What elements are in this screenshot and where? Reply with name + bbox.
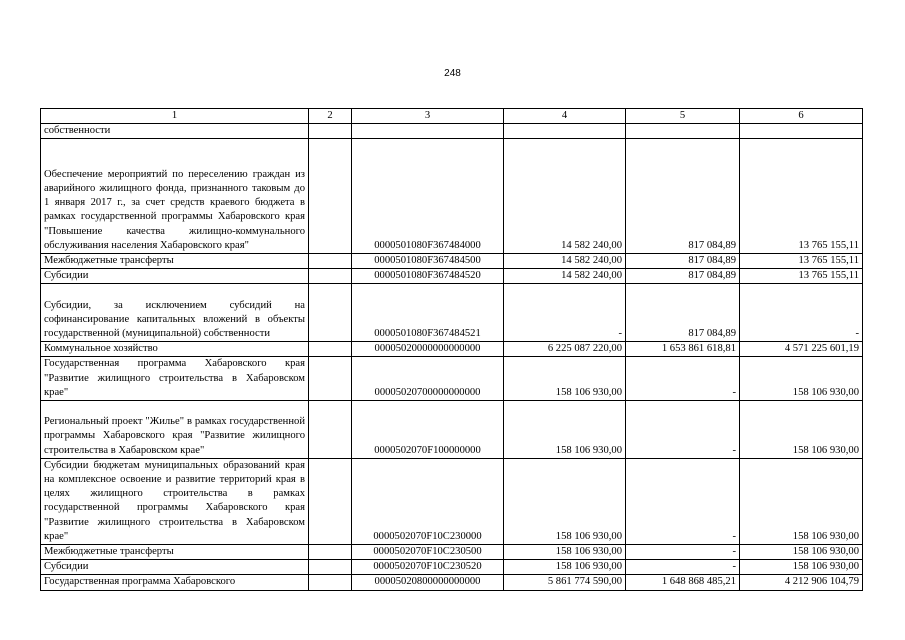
row-value-4-cell: 14 582 240,00 <box>504 269 626 284</box>
row-value-4-cell: 158 106 930,00 <box>504 545 626 560</box>
table-row <box>41 458 863 544</box>
row-value-4-cell: 6 225 087 220,00 <box>504 342 626 357</box>
row-col2-cell <box>309 139 352 254</box>
row-value-5-cell: 1 653 861 618,81 <box>626 342 740 357</box>
table-row <box>41 357 863 401</box>
page-number: 248 <box>444 68 461 79</box>
row-name-cell: Государственная программа Хабаровского <box>41 575 309 590</box>
row-name-cell: Субсидии, за исключением субсидий на софинансирование капитальных вложений в объекты государственной (муниципальной) собственности <box>41 284 309 342</box>
row-value-4-cell: 158 106 930,00 <box>504 357 626 401</box>
row-value-6-cell: 158 106 930,00 <box>740 401 863 459</box>
row-code-cell: 0000501080F367484000 <box>352 139 504 254</box>
row-code-cell: 0000501080F367484521 <box>352 284 504 342</box>
row-name-cell: Субсидии бюджетам муниципальных образований края на комплексное освоение и развитие территорий края в целях жилищного строительства в рамках государственной программы Хабаровского края "Развитие жилищного строительства в Хабаровском крае" <box>41 458 309 544</box>
row-value-5-cell: - <box>626 545 740 560</box>
row-name-cell: Межбюджетные трансферты <box>41 545 309 560</box>
row-value-5-cell: 817 084,89 <box>626 139 740 254</box>
table-row <box>41 560 863 575</box>
column-header: 4 <box>504 109 626 124</box>
row-value-5-cell: - <box>626 401 740 459</box>
table-row <box>41 545 863 560</box>
row-name-cell: Государственная программа Хабаровского края "Развитие жилищного строительства в Хабаровском крае" <box>41 357 309 401</box>
budget-table <box>40 108 863 591</box>
column-header: 5 <box>626 109 740 124</box>
column-header: 6 <box>740 109 863 124</box>
table-row <box>41 575 863 590</box>
column-header: 1 <box>41 109 309 124</box>
row-value-4-cell <box>504 124 626 139</box>
row-col2-cell <box>309 545 352 560</box>
row-value-5-cell: - <box>626 357 740 401</box>
row-code-cell: 00005020700000000000 <box>352 357 504 401</box>
row-value-4-cell: 14 582 240,00 <box>504 139 626 254</box>
row-col2-cell <box>309 342 352 357</box>
row-name-cell: Субсидии <box>41 560 309 575</box>
table-row <box>41 401 863 459</box>
table-row <box>41 269 863 284</box>
row-value-6-cell: 158 106 930,00 <box>740 357 863 401</box>
row-code-cell: 0000502070F10C230000 <box>352 458 504 544</box>
row-code-cell: 0000502070F100000000 <box>352 401 504 459</box>
row-value-5-cell: 1 648 868 485,21 <box>626 575 740 590</box>
row-name-cell: Межбюджетные трансферты <box>41 254 309 269</box>
row-value-6-cell: 13 765 155,11 <box>740 269 863 284</box>
row-value-5-cell: - <box>626 458 740 544</box>
row-code-cell: 0000501080F367484520 <box>352 269 504 284</box>
header-row <box>41 109 863 124</box>
row-name-cell: собственности <box>41 124 309 139</box>
row-name-cell: Региональный проект "Жилье" в рамках государственной программы Хабаровского края "Развитие жилищного строительства в Хабаровском крае" <box>41 401 309 459</box>
row-value-4-cell: 14 582 240,00 <box>504 254 626 269</box>
row-value-5-cell: 817 084,89 <box>626 254 740 269</box>
row-value-4-cell: - <box>504 284 626 342</box>
row-name-cell: Субсидии <box>41 269 309 284</box>
row-col2-cell <box>309 560 352 575</box>
row-col2-cell <box>309 575 352 590</box>
row-value-6-cell <box>740 124 863 139</box>
table-row <box>41 139 863 254</box>
row-value-6-cell: 4 571 225 601,19 <box>740 342 863 357</box>
row-value-5-cell: 817 084,89 <box>626 269 740 284</box>
table-row <box>41 342 863 357</box>
row-col2-cell <box>309 254 352 269</box>
row-code-cell <box>352 124 504 139</box>
row-code-cell: 0000502070F10C230520 <box>352 560 504 575</box>
table-row <box>41 254 863 269</box>
row-value-6-cell: 158 106 930,00 <box>740 458 863 544</box>
row-col2-cell <box>309 284 352 342</box>
row-value-4-cell: 158 106 930,00 <box>504 458 626 544</box>
row-col2-cell <box>309 401 352 459</box>
row-value-6-cell: 13 765 155,11 <box>740 254 863 269</box>
row-value-6-cell: - <box>740 284 863 342</box>
row-value-5-cell <box>626 124 740 139</box>
row-code-cell: 00005020800000000000 <box>352 575 504 590</box>
row-name-cell: Коммунальное хозяйство <box>41 342 309 357</box>
row-col2-cell <box>309 458 352 544</box>
table-row <box>41 124 863 139</box>
row-code-cell: 00005020000000000000 <box>352 342 504 357</box>
row-value-6-cell: 13 765 155,11 <box>740 139 863 254</box>
row-value-4-cell: 158 106 930,00 <box>504 401 626 459</box>
column-header: 2 <box>309 109 352 124</box>
row-name-cell: Обеспечение мероприятий по переселению граждан из аварийного жилищного фонда, признанного таковым до 1 января 2017 г., за счет средств краевого бюджета в рамках государственной программы Хабаровского края "Повышение качества жилищно-коммунального обслуживания населения Хабаровского края" <box>41 139 309 254</box>
row-value-5-cell: 817 084,89 <box>626 284 740 342</box>
row-value-4-cell: 5 861 774 590,00 <box>504 575 626 590</box>
row-value-6-cell: 158 106 930,00 <box>740 560 863 575</box>
row-col2-cell <box>309 269 352 284</box>
row-code-cell: 0000502070F10C230500 <box>352 545 504 560</box>
row-col2-cell <box>309 124 352 139</box>
row-value-4-cell: 158 106 930,00 <box>504 560 626 575</box>
row-code-cell: 0000501080F367484500 <box>352 254 504 269</box>
table-row <box>41 284 863 342</box>
row-value-5-cell: - <box>626 560 740 575</box>
column-header: 3 <box>352 109 504 124</box>
row-col2-cell <box>309 357 352 401</box>
row-value-6-cell: 158 106 930,00 <box>740 545 863 560</box>
row-value-6-cell: 4 212 906 104,79 <box>740 575 863 590</box>
